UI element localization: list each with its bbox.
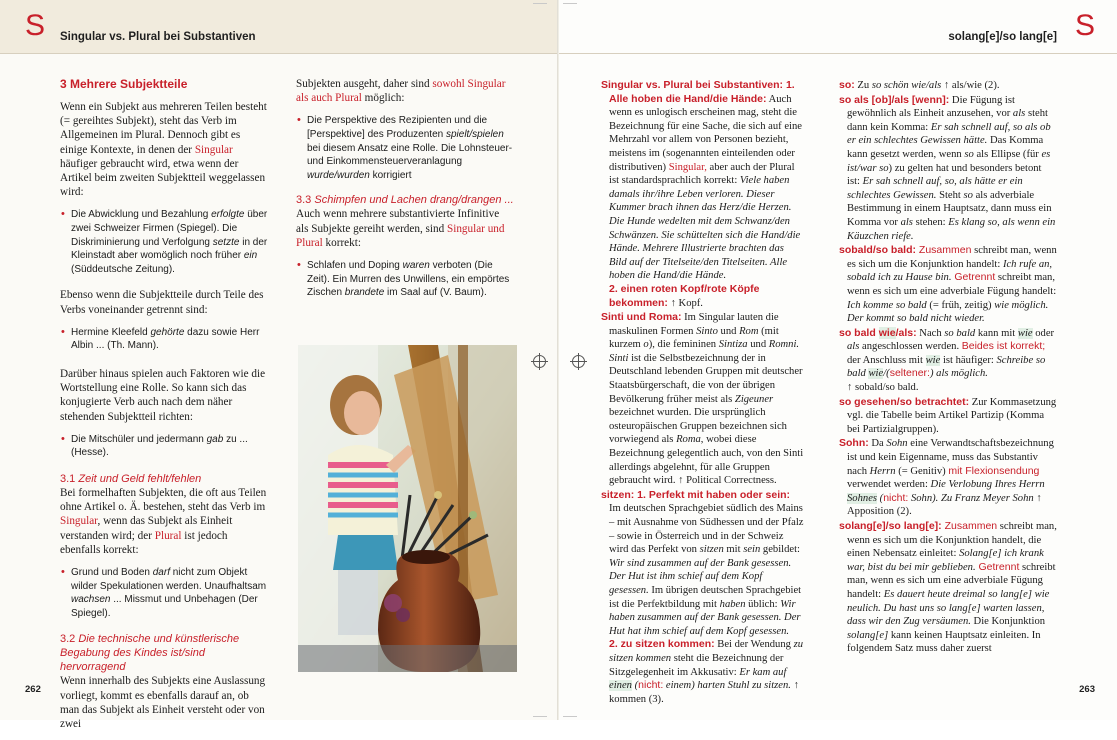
dictionary-entry: solang[e]/so lang[e]: Zusammen schreibt man, wenn es sich um die Konjunktion handelt, die einen Nebensatz einleitet: Solang[e] ich krank war, bist du bei mir geblieben. Getrennt schreibt man, wenn es sich um eine adverbiale Fügung handelt: Es dauert heute dreimal so lang[e] wie neulich. Du hast uns so lang[e] warten lassen, dass wir den Zug versäumen. Die Konjunktion solang[e] kann keinen Hauptsatz einleiten. In folgendem Satz muss daher zuerst bbox=[839, 520, 1057, 655]
example-item: • Hermine Kleefeld gehörte dazu sowie Herr Albin ... (Th. Mann). bbox=[60, 326, 270, 353]
right-column-1 bbox=[601, 79, 804, 707]
dictionary-entry: Sohn: Da Sohn eine Verwandtschaftsbezeichnung ist und kein Eigenname, muss das Substantiv nach Herrn (= Genitiv) mit Flexionsendung verwendet werden: Die Verlobung Ihres Herrn Sohnes (nicht: Sohn). Zu Franz Meyer Sohn ↑ Apposition (2). bbox=[839, 437, 1054, 518]
paragraph: Subjekten ausgeht, daher sind sowohl Singular als auch Plural möglich: bbox=[296, 78, 506, 105]
example-list bbox=[60, 433, 270, 460]
photo-girl-painting bbox=[298, 345, 517, 672]
example-item: • Grund und Boden darf nicht zum Objekt wilder Spekulationen werden. Unaufhaltsam wachsen ... Missmut und Unbehagen (Der Spiegel). bbox=[60, 566, 270, 620]
right-page-header bbox=[559, 0, 1117, 54]
example-item: • Die Perspektive des Rezipienten und die [Perspektive] des Produzenten spielt/spielen bei diesem Ansatz eine Rolle. Die Lohnsteuer- und Einkommensteuerveranlagung wurde/wurden korrigiert bbox=[296, 114, 514, 182]
paragraph: Auch wenn mehrere substantivierte Infinitive als Subjekte gereiht werden, sind Singular und Plural korrekt: bbox=[296, 208, 505, 249]
crop-mark bbox=[563, 716, 577, 717]
example-list bbox=[296, 114, 514, 182]
page-number: 262 bbox=[25, 684, 41, 695]
example-item: • Die Mitschüler und jedermann gab zu ... (Hesse). bbox=[60, 433, 270, 460]
example-list bbox=[296, 259, 514, 300]
subsection-heading-3-1: 3.1 Zeit und Geld fehlt/fehlen bbox=[60, 472, 202, 485]
section-heading-3: 3 Mehrere Subjektteile bbox=[60, 77, 188, 91]
left-page-header bbox=[0, 0, 558, 54]
dictionary-entry: so bald wie/als: Nach so bald kann mit wie oder als angeschlossen werden. Beides ist korrekt; der Anschluss mit wie ist häufiger: Schreibe so bald wie/(seltener:) als möglich. ↑ sobald/so bald. bbox=[839, 326, 1055, 394]
registration-mark bbox=[572, 355, 585, 368]
crop-mark bbox=[563, 3, 577, 4]
registration-mark bbox=[533, 355, 546, 368]
example-list bbox=[60, 326, 270, 353]
running-head: solang[e]/so lang[e] bbox=[948, 31, 1057, 43]
dictionary-entry: sitzen: 1. Perfekt mit haben oder sein: Im deutschen Sprachgebiet südlich des Mains – mit Ausnahme von Südhessen und der Pfalz – sowie in Österreich und in der Schweiz wird das Perfekt von sitzen mit sein gebildet: Wir sind zusammen auf der Bank gesessen. Der Hut ist ihm schief auf dem Kopf gesessen. Im übrigen deutschen Sprachgebiet ist die Perfektbildung mit haben üblich: Wir haben zusammen auf der Bank gesessen. Der Hut hat ihm schief auf dem Kopf gesessen. 2. zu sitzen kommen: Bei der Wendung zu sitzen kommen steht die Bezeichnung der Sitzgelegenheit im Akkusativ: Er kam auf einen (nicht: einem) harten Stuhl zu sitzen. ↑ kommen (3). bbox=[601, 488, 804, 705]
dictionary-entry: Sinti und Roma: Im Singular lauten die maskulinen Formen Sinto und Rom (mit kurzem o), die femininen Sintiza und Romni. Sinti ist die Selbstbezeichnung der in Deutschland lebenden Gruppen mit deutscher Staatsbürgerschaft, die von der übrigen Bevölkerung früher meist als Zigeuner bezeichnet wurden. Die ursprünglich osteuropäischen Gruppen bezeichnen sich vorwiegend als Roma, wobei diese Bezeichnung gelegentlich auch, von den Sinti allerdings abgelehnt, für alle Gruppen gebraucht wird. ↑ Political Correctness. bbox=[601, 311, 804, 487]
paragraph: Darüber hinaus spielen auch Faktoren wie die Wortstellung eine Rolle. So kann sich das konjugierte Verb auch nach dem näher stehenden Subjektteil richten: bbox=[60, 367, 266, 423]
page-number: 263 bbox=[1079, 684, 1095, 695]
dictionary-entry: sobald/so bald: Zusammen schreibt man, wenn es sich um die Konjunktion handelt: Ich rufe an, sobald ich zu Hause bin. Getrennt schreibt man, wenn es sich um eine adverbiale Fügung handelt: Ich komme so bald (= früh, zeitig) wie möglich. Der kommt so bald nicht wieder. bbox=[839, 244, 1057, 325]
paragraph: Ebenso wenn die Subjektteile durch Teile des Verbs voneinander getrennt sind: bbox=[60, 289, 264, 316]
dictionary-entry: so als [ob]/als [wenn]: Die Fügung ist gewöhnlich als Einheit anzusehen, vor als steht dann kein Komma: Er sah schnell auf, so als ob er ein schlechtes Gewissen hätte. Das Komma kann gesetzt werden, wenn so als Ellipse (für es ist/war so) zu gelten hat und besonders betont ist: Er sah schnell auf, so, als hätte er ein schlechtes Gewissen. Steht so als adverbiale Bestimmung in einem Hauptsatz, dann muss ein Komma vor als stehen: Es klang so, als wenn ein Käuzchen riefe. bbox=[839, 93, 1056, 242]
paragraph: Bei formelhaften Subjekten, die oft aus Teilen ohne Artikel o. Ä. bestehen, steht das Verb im Singular, wenn das Subjekt als Einheit verstanden wird; der Plural ist jedoch ebenfalls korrekt: bbox=[60, 486, 267, 556]
left-column-1 bbox=[60, 77, 270, 740]
example-list bbox=[60, 566, 270, 620]
dictionary-entry: so: Zu so schön wie/als ↑ als/wie (2). bbox=[839, 79, 1000, 91]
example-item: • Schlafen und Doping waren verboten (Die Zeit). Ein Murren des Unwillens, ein empörtes Zischen brandete im Saal auf (V. Baum). bbox=[296, 259, 514, 300]
right-page bbox=[559, 0, 1117, 720]
paragraph: Wenn innerhalb des Subjekts eine Auslassung vorliegt, kommt es ebenfalls darauf an, ob man das Subjekt als Einheit versteht oder von zwei bbox=[60, 675, 266, 730]
photo-illustration bbox=[298, 345, 517, 672]
example-item: • Die Abwicklung und Bezahlung erfolgte über zwei Schweizer Firmen (Spiegel). Die Diskriminierung und Verfolgung setzte in der Kleinstadt aber womöglich noch früher ein (Süddeutsche Zeitung). bbox=[60, 208, 270, 276]
subsection-heading-3-2: 3.2 Die technische und künstlerische Begabung des Kindes ist/sind hervorragend bbox=[60, 633, 240, 674]
paragraph: Wenn ein Subjekt aus mehreren Teilen besteht (= gereihtes Subjekt), steht das Verb im Allgemeinen im Plural. Dennoch gibt es einige Kontexte, in denen der Singular häufiger gebraucht wird, etwa wenn der Artikel beim zweiten Subjektteil weggelassen wird: bbox=[60, 101, 267, 199]
dictionary-entry: so gesehen/so betrachtet: Zur Kommasetzung vgl. die Tabelle beim Artikel Partizip (Komma bei Partizialgruppen). bbox=[839, 395, 1057, 435]
right-column-2 bbox=[839, 79, 1057, 657]
section-letter: S bbox=[1074, 9, 1095, 42]
running-head: Singular vs. Plural bei Substantiven bbox=[60, 31, 256, 43]
dictionary-entry: Singular vs. Plural bei Substantiven: 1. Alle hoben die Hand/die Hände: Auch wenn es unlogisch erscheinen mag, steht die Bezeichnung für eine Sache, die sich auf eine Mehrzahl vor allem von Personen bezieht, meistens im (sogenannten einteilenden oder distributiven) Singular, aber auch der Plural ist standardsprachlich korrekt: Viele haben damals ihr/ihre Leben verloren. Dieser Kummer brach ihnen das Herz/die Herzen. Die Hunde wedelten mit dem Schwanz/den Schwänzen. Sie schüttelten sich die Hand/die Hände. Mehrere Illustrierte brachten das Bild auf der Titelseite/den Titelseiten. Alle hoben die Hand/die Hände. 2. einen roten Kopf/rote Köpfe bekommen: ↑ Kopf. bbox=[601, 79, 802, 309]
example-list bbox=[60, 208, 270, 276]
crop-mark bbox=[533, 3, 547, 4]
left-column-2 bbox=[296, 77, 514, 309]
section-letter: S bbox=[25, 9, 46, 42]
left-page bbox=[0, 0, 558, 730]
subsection-heading-3-3: 3.3 Schimpfen und Lachen drang/drangen ... bbox=[296, 194, 514, 207]
crop-mark bbox=[533, 716, 547, 717]
